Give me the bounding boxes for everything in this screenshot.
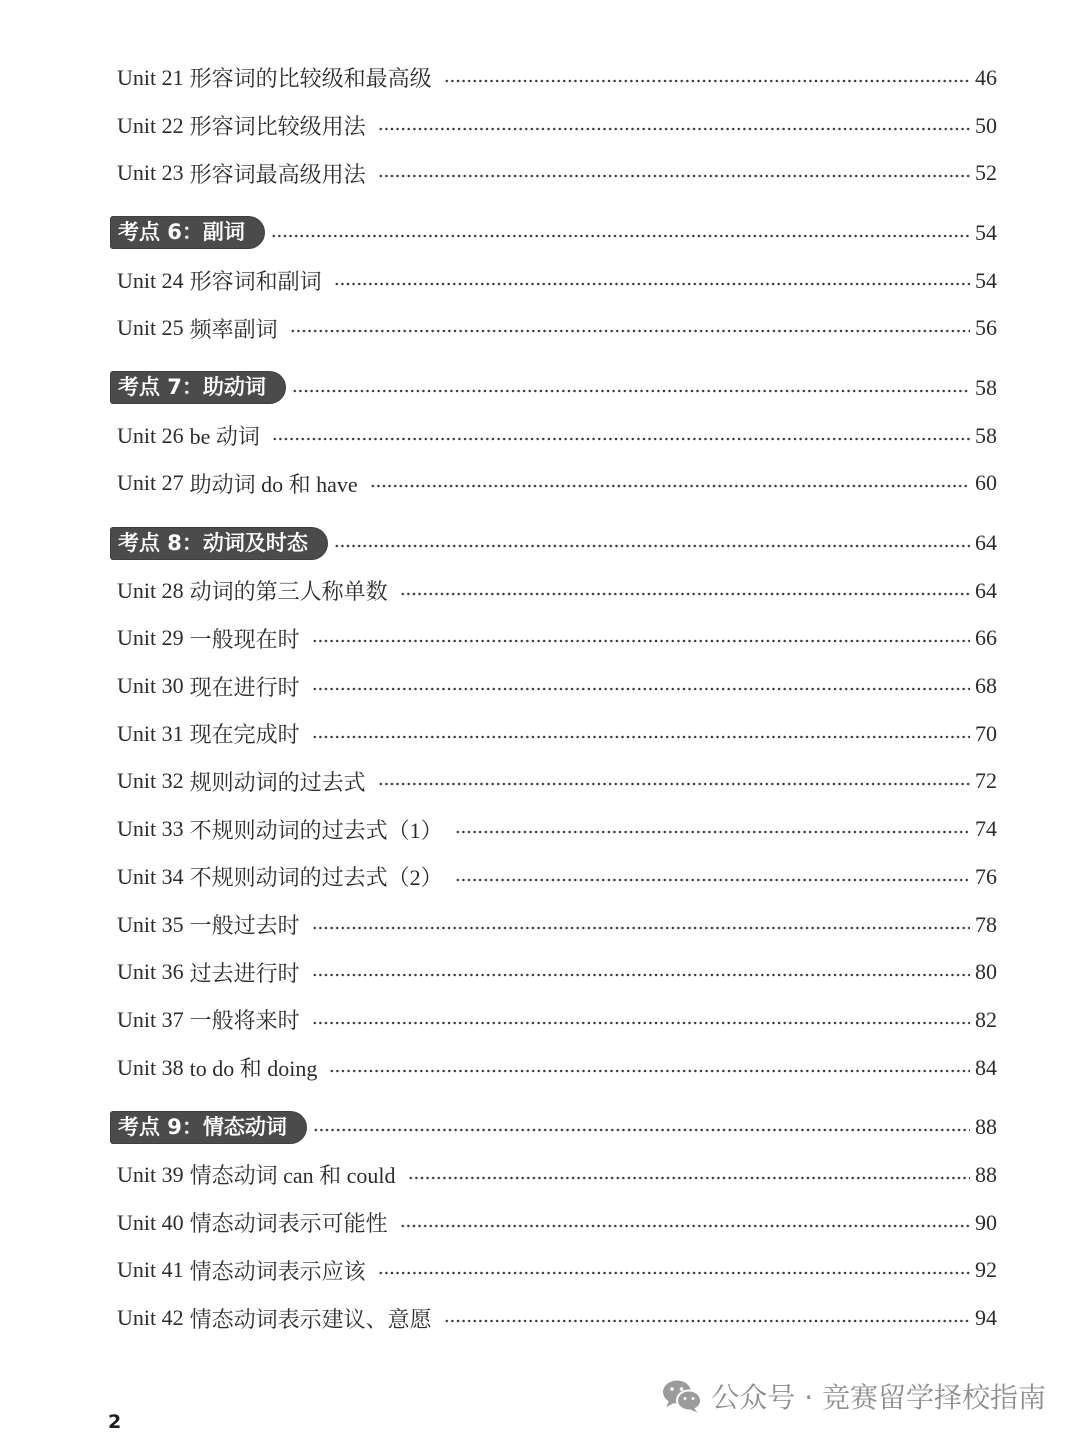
entry-title: 形容词的比较级和最高级 bbox=[189, 66, 432, 92]
section-badge: 考点 9：情态动词 bbox=[110, 1111, 307, 1144]
entry-page-number: 60 bbox=[975, 470, 997, 496]
dot-leader bbox=[312, 734, 970, 740]
entry-unit-number: Unit 41 bbox=[117, 1257, 184, 1283]
section-badge: 考点 6：副词 bbox=[110, 216, 265, 249]
section-page-number: 88 bbox=[975, 1114, 997, 1140]
entry-title: 现在进行时 bbox=[189, 674, 300, 700]
toc-entry bbox=[110, 257, 997, 305]
entry-page-number: 46 bbox=[975, 64, 997, 90]
entry-title: 情态动词表示可能性 bbox=[189, 1211, 388, 1237]
entry-page-number: 90 bbox=[975, 1209, 997, 1235]
entry-unit-number: Unit 26 bbox=[117, 422, 184, 448]
entry-page-number: 82 bbox=[975, 1006, 997, 1032]
dot-leader bbox=[329, 1068, 970, 1074]
entry-page-number: 54 bbox=[975, 267, 997, 293]
entry-title: 形容词最高级用法 bbox=[189, 161, 366, 187]
entry-unit-number: Unit 31 bbox=[117, 720, 184, 746]
entry-title: 情态动词表示建议、意愿 bbox=[189, 1306, 432, 1332]
entry-title: 动词的第三人称单数 bbox=[189, 579, 388, 605]
entry-unit-number: Unit 24 bbox=[117, 267, 184, 293]
entry-unit-number: Unit 42 bbox=[117, 1305, 184, 1331]
entry-unit-number: Unit 30 bbox=[117, 673, 184, 699]
dot-leader bbox=[313, 1127, 970, 1133]
entry-unit-number: Unit 32 bbox=[117, 768, 184, 794]
section-page-number: 54 bbox=[975, 219, 997, 245]
dot-leader bbox=[408, 1175, 970, 1181]
entry-unit-number: Unit 21 bbox=[117, 64, 184, 90]
dot-leader bbox=[271, 233, 970, 239]
entry-unit-number: Unit 25 bbox=[117, 315, 184, 341]
entry-unit-number: Unit 36 bbox=[117, 959, 184, 985]
entry-unit-number: Unit 33 bbox=[117, 816, 184, 842]
toc-entry bbox=[110, 149, 997, 197]
entry-page-number: 78 bbox=[975, 911, 997, 937]
entry-unit-number: Unit 35 bbox=[117, 911, 184, 937]
entry-title: to do 和 doing bbox=[189, 1056, 318, 1082]
entry-title: 情态动词 can 和 could bbox=[189, 1163, 396, 1189]
toc-entry bbox=[110, 54, 997, 102]
wechat-icon bbox=[662, 1379, 702, 1413]
entry-title: 频率副词 bbox=[189, 316, 278, 342]
entry-page-number: 58 bbox=[975, 422, 997, 448]
dot-leader bbox=[272, 436, 970, 442]
toc-entry bbox=[110, 853, 997, 901]
dot-leader bbox=[444, 78, 970, 84]
watermark bbox=[662, 1376, 1046, 1416]
toc-section-header bbox=[110, 1103, 997, 1151]
dot-leader bbox=[455, 829, 970, 835]
toc-entry bbox=[110, 1294, 997, 1342]
entry-unit-number: Unit 37 bbox=[117, 1006, 184, 1032]
dot-leader bbox=[400, 591, 970, 597]
entry-title: 形容词和副词 bbox=[189, 269, 322, 295]
toc-section-header bbox=[110, 519, 997, 567]
entry-title: 形容词比较级用法 bbox=[189, 114, 366, 140]
entry-unit-number: Unit 38 bbox=[117, 1054, 184, 1080]
entry-title: be 动词 bbox=[189, 424, 260, 450]
section-page-number: 58 bbox=[975, 374, 997, 400]
toc-entry bbox=[110, 758, 997, 806]
entry-page-number: 50 bbox=[975, 112, 997, 138]
toc-section-header bbox=[110, 209, 997, 257]
dot-leader bbox=[334, 543, 970, 549]
toc-section bbox=[110, 364, 997, 507]
toc-section bbox=[110, 519, 997, 1091]
entry-page-number: 64 bbox=[975, 577, 997, 603]
toc-entry bbox=[110, 102, 997, 150]
dot-leader bbox=[378, 1270, 970, 1276]
dot-leader bbox=[312, 972, 970, 978]
section-badge: 考点 7：助动词 bbox=[110, 371, 286, 404]
entry-page-number: 72 bbox=[975, 768, 997, 794]
toc-section bbox=[110, 209, 997, 352]
toc-entry bbox=[110, 567, 997, 615]
section-page-number: 64 bbox=[975, 530, 997, 556]
entry-title: 规则动词的过去式 bbox=[189, 769, 366, 795]
entry-page-number: 74 bbox=[975, 816, 997, 842]
toc-entry bbox=[110, 1199, 997, 1247]
entry-title: 不规则动词的过去式（1） bbox=[189, 817, 443, 843]
toc-section bbox=[110, 1103, 997, 1341]
dot-leader bbox=[312, 638, 970, 644]
entry-page-number: 80 bbox=[975, 959, 997, 985]
dot-leader bbox=[312, 925, 970, 931]
entry-page-number: 70 bbox=[975, 720, 997, 746]
toc-entry bbox=[110, 948, 997, 996]
dot-leader bbox=[455, 877, 970, 883]
toc-entry bbox=[110, 805, 997, 853]
entry-page-number: 66 bbox=[975, 625, 997, 651]
dot-leader bbox=[378, 781, 970, 787]
page-number: 2 bbox=[108, 1411, 122, 1433]
entry-title: 情态动词表示应该 bbox=[189, 1258, 366, 1284]
toc-entry bbox=[110, 996, 997, 1044]
entry-page-number: 92 bbox=[975, 1257, 997, 1283]
entry-title: 一般过去时 bbox=[189, 913, 300, 939]
toc-entry bbox=[110, 901, 997, 949]
entry-title: 不规则动词的过去式（2） bbox=[189, 865, 443, 891]
toc-entry bbox=[110, 615, 997, 663]
entry-title: 一般将来时 bbox=[189, 1008, 300, 1034]
dot-leader bbox=[292, 388, 970, 394]
entry-unit-number: Unit 28 bbox=[117, 577, 184, 603]
entry-page-number: 88 bbox=[975, 1161, 997, 1187]
entry-page-number: 76 bbox=[975, 863, 997, 889]
entry-page-number: 68 bbox=[975, 673, 997, 699]
dot-leader bbox=[334, 281, 970, 287]
dot-leader bbox=[444, 1318, 970, 1324]
toc-entry bbox=[110, 304, 997, 352]
entry-title: 现在完成时 bbox=[189, 722, 300, 748]
entry-page-number: 56 bbox=[975, 315, 997, 341]
entry-title: 过去进行时 bbox=[189, 960, 300, 986]
dot-leader bbox=[400, 1223, 970, 1229]
dot-leader bbox=[312, 1020, 970, 1026]
entry-unit-number: Unit 23 bbox=[117, 160, 184, 186]
dot-leader bbox=[378, 173, 970, 179]
toc-entry bbox=[110, 662, 997, 710]
toc-section-header bbox=[110, 364, 997, 412]
toc-entry bbox=[110, 1044, 997, 1092]
entry-unit-number: Unit 29 bbox=[117, 625, 184, 651]
entry-unit-number: Unit 22 bbox=[117, 112, 184, 138]
toc-entry bbox=[110, 412, 997, 460]
entry-unit-number: Unit 27 bbox=[117, 470, 184, 496]
toc-entry bbox=[110, 710, 997, 758]
dot-leader bbox=[312, 686, 970, 692]
entry-unit-number: Unit 40 bbox=[117, 1209, 184, 1235]
dot-leader bbox=[370, 483, 970, 489]
entry-title: 助动词 do 和 have bbox=[189, 471, 358, 497]
entry-title: 一般现在时 bbox=[189, 626, 300, 652]
section-badge: 考点 8：动词及时态 bbox=[110, 527, 328, 560]
toc-entry bbox=[110, 1247, 997, 1295]
table-of-contents bbox=[110, 54, 997, 1342]
entry-unit-number: Unit 39 bbox=[117, 1161, 184, 1187]
toc-entry bbox=[110, 1151, 997, 1199]
watermark-text: 公众号 · 竞赛留学择校指南 bbox=[711, 1381, 1046, 1414]
dot-leader bbox=[290, 328, 970, 334]
entry-page-number: 84 bbox=[975, 1054, 997, 1080]
dot-leader bbox=[378, 126, 970, 132]
toc-entry bbox=[110, 460, 997, 508]
entry-page-number: 94 bbox=[975, 1305, 997, 1331]
entry-unit-number: Unit 34 bbox=[117, 863, 184, 889]
entry-page-number: 52 bbox=[975, 160, 997, 186]
